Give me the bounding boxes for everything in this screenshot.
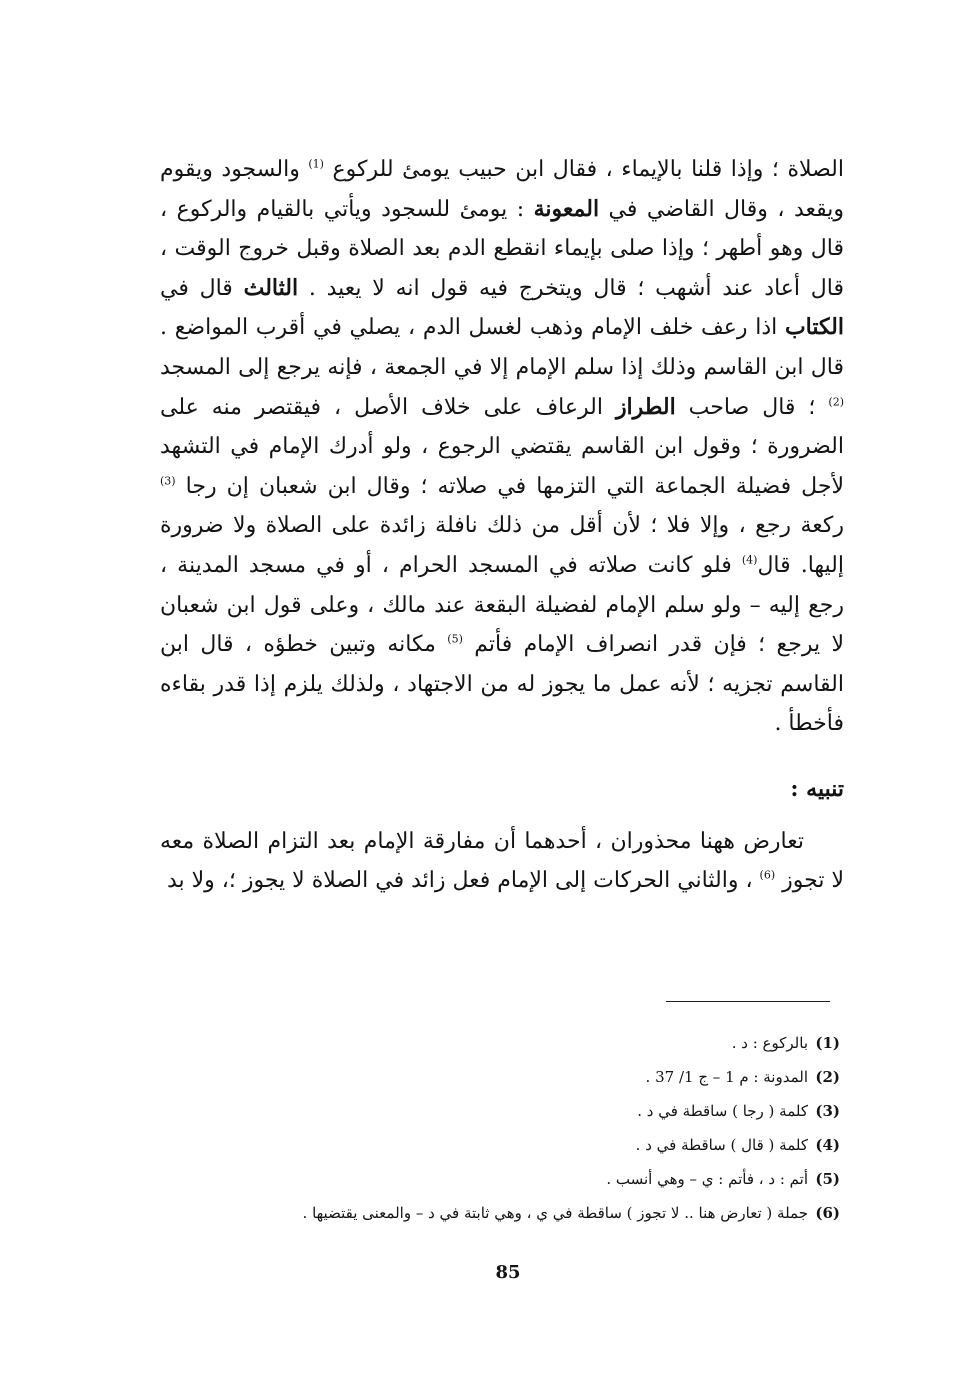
footnote — [160, 1060, 840, 1094]
text-run: : يومئ للسجود ويأتي بالقيام والركوع ، قال وهو أطهر ؛ وإذا صلى بإيماء انقطع الدم بعد الصلاة وقبل خروج الوقت ، قال أعاد عند أشهب ؛ قال ويتخرج فيه قول انه لا يعيد . — [160, 196, 845, 301]
bold-term: المعونة — [533, 195, 600, 222]
footnote-separator — [666, 1001, 830, 1002]
footnote-ref: (3) — [160, 474, 176, 488]
footnote-text: بالركوع : د . — [731, 1034, 808, 1052]
body-paragraph — [160, 150, 844, 744]
footnote-text: كلمة ( رجا ) ساقطة في د . — [637, 1102, 808, 1120]
main-text — [160, 150, 844, 901]
footnote-number: (3) — [815, 1102, 840, 1120]
section-heading: تنبيه : — [790, 775, 844, 802]
footnote-text: كلمة ( قال ) ساقطة في د . — [635, 1136, 808, 1154]
footnote-ref: (2) — [828, 395, 844, 409]
footnote-text: أتم : د ، فأتم : ي – وهي أنسب . — [606, 1170, 808, 1188]
text-run: والسجود ويقوم ويقعد ، وقال القاضي في — [160, 157, 845, 222]
footnote-ref: (5) — [447, 632, 463, 646]
text-run: الصلاة ؛ وإذا قلنا بالإيماء ، فقال ابن حبيب يومئ للركوع — [323, 157, 844, 182]
text-run: ، والثاني الحركات إلى الإمام فعل زائد في الصلاة لا يجوز ؛، ولا بد — [166, 868, 760, 894]
footnote-ref: (6) — [759, 868, 776, 882]
bold-term: الثالث — [243, 274, 299, 301]
footnote-number: (2) — [815, 1068, 840, 1086]
bold-term: الكتاب — [784, 314, 844, 341]
footnote-ref: (4) — [741, 553, 758, 567]
text-run: الرعاف على خلاف الأصل ، فيقتصر منه على الضرورة ؛ وقول ابن القاسم يقتضي الرجوع ، ولو أدرك الإمام في التشهد لأجل فضيلة الجماعة التي التزمها في صلاته ؛ وقال ابن شعبان إن رجا — [160, 394, 844, 499]
footnote — [160, 1196, 840, 1230]
text-run: اذا رعف خلف الإمام وذهب لغسل الدم ، يصلي في أقرب المواضع . قال ابن القاسم وذلك إذا سلم الإمام إلا في الجمعة ، فإنه يرجع إلى المسجد — [160, 315, 844, 380]
body-paragraph — [160, 822, 844, 901]
text-run: تعارض ههنا محذوران ، أحدهما أن مفارقة الإمام بعد التزام الصلاة معه لا تجوز — [160, 828, 844, 894]
footnote — [160, 1094, 840, 1128]
footnote-number: (6) — [815, 1204, 840, 1222]
footnote — [160, 1128, 840, 1162]
text-run: ؛ قال صاحب — [675, 394, 829, 420]
footnote — [160, 1162, 840, 1196]
footnote — [160, 1026, 840, 1060]
footnote-text: جملة ( تعارض هنا .. لا تجوز ) ساقطة في ي ، وهي ثابتة في د – والمعنى يقتضيها . — [302, 1204, 808, 1222]
footnote-number: (4) — [815, 1136, 840, 1154]
footnotes — [160, 1026, 840, 1230]
bold-term: الطراز — [615, 393, 676, 420]
text-run: فلو كانت صلاته في المسجد الحرام ، أو في مسجد المدينة ، رجع إليه – ولو سلم الإمام لفضيلة البقعة عند مالك ، وعلى قول ابن شعبان لا يرجع ؛ فإن قدر انصراف الإمام فأتم — [160, 552, 844, 658]
text-run: قال في — [160, 275, 244, 301]
footnote-number: (1) — [815, 1034, 840, 1052]
footnote-ref: (1) — [308, 157, 324, 171]
text-run: ركعة رجع ، وإلا فلا ؛ لأن أقل من ذلك نافلة زائدة على الصلاة ولا ضرورة إليها. قال — [160, 513, 844, 578]
text-run: مكانه وتبين خطؤه ، قال ابن القاسم تجزيه ؛ لأنه عمل ما يجوز له من الاجتهاد ، ولذلك يلزم إذا قدر بقاءه فأخطأ . — [160, 632, 844, 737]
footnote-number: (5) — [815, 1170, 840, 1188]
footnote-text: المدونة : م 1 – ج 1/ 37 . — [645, 1068, 808, 1086]
page-number: 85 — [495, 1262, 521, 1283]
